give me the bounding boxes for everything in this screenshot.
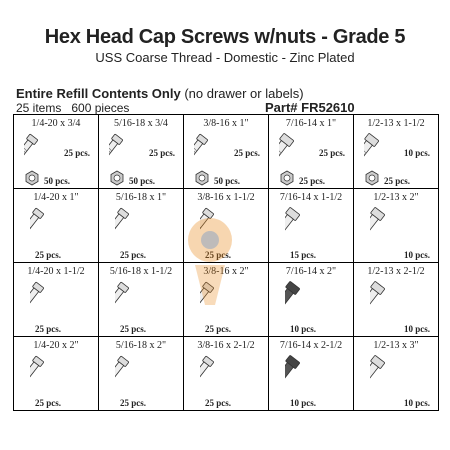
bin-cell <box>184 115 269 189</box>
nut-quantity: 50 pcs. <box>214 176 241 186</box>
bin-size-label: 7/16-14 x 1" <box>285 118 337 129</box>
bin-quantity: 25 pcs. <box>63 148 90 158</box>
bin-size-label: 3/8-16 x 2" <box>203 266 249 277</box>
bin-size-label: 1/2-13 x 3" <box>373 340 419 351</box>
bin-cell <box>184 263 269 337</box>
items-count: 25 items <box>16 101 62 115</box>
nut-quantity: 25 pcs. <box>299 176 326 186</box>
bin-size-label: 1/4-20 x 2" <box>33 340 79 351</box>
bin-cell <box>14 337 99 411</box>
bin-size-label: 7/16-14 x 2" <box>285 266 337 277</box>
bin-size-label: 3/8-16 x 2-1/2 <box>197 340 255 351</box>
hex-nut-icon <box>24 170 40 186</box>
bin-size-label: 5/16-18 x 1-1/2 <box>109 266 173 277</box>
bin-cell <box>184 189 269 263</box>
bin-size-label: 1/4-20 x 3/4 <box>31 118 81 129</box>
bin-quantity: 25 pcs. <box>35 250 62 260</box>
bin-size-label: 3/8-16 x 1" <box>203 118 249 129</box>
bin-quantity: 25 pcs. <box>205 324 232 334</box>
bin-cell <box>99 263 184 337</box>
bin-quantity: 10 pcs. <box>403 250 430 260</box>
page-subtitle: USS Coarse Thread - Domestic - Zinc Plated <box>95 50 355 65</box>
bin-quantity: 25 pcs. <box>120 398 147 408</box>
bin-quantity: 25 pcs. <box>120 324 147 334</box>
refill-bold: Entire Refill Contents Only <box>16 86 181 101</box>
hex-nut-icon <box>279 170 295 186</box>
bin-quantity: 10 pcs. <box>403 398 430 408</box>
hex-nut-icon <box>194 170 210 186</box>
pieces-count: 600 pieces <box>71 101 130 115</box>
nut-quantity: 25 pcs. <box>384 176 411 186</box>
bin-size-label: 5/16-18 x 3/4 <box>114 118 168 129</box>
bin-quantity: 25 pcs. <box>205 250 232 260</box>
bin-cell <box>99 337 184 411</box>
bin-size-label: 1/4-20 x 1" <box>33 192 79 203</box>
nut-quantity: 50 pcs. <box>129 176 156 186</box>
bin-cell <box>99 115 184 189</box>
bin-quantity: 25 pcs. <box>35 398 62 408</box>
bin-cell <box>269 263 354 337</box>
page-title: Hex Head Cap Screws w/nuts - Grade 5 <box>44 26 406 48</box>
bin-size-label: 7/16-14 x 2-1/2 <box>279 340 343 351</box>
bin-cell <box>99 189 184 263</box>
bin-quantity: 25 pcs. <box>318 148 345 158</box>
hex-nut-icon <box>109 170 125 186</box>
bin-quantity: 25 pcs. <box>205 398 232 408</box>
bin-quantity: 15 pcs. <box>290 250 317 260</box>
item-counts <box>16 101 129 115</box>
bin-cell <box>354 263 439 337</box>
bin-quantity: 25 pcs. <box>148 148 175 158</box>
bin-cell <box>184 337 269 411</box>
bin-quantity: 25 pcs. <box>233 148 260 158</box>
part-number: Part# FR52610 <box>265 100 355 115</box>
bin-cell <box>354 337 439 411</box>
bin-quantity: 10 pcs. <box>403 148 430 158</box>
hex-nut-icon <box>364 170 380 186</box>
bin-size-label: 5/16-18 x 2" <box>115 340 167 351</box>
bin-quantity: 25 pcs. <box>35 324 62 334</box>
bin-cell <box>14 115 99 189</box>
bin-cell <box>269 115 354 189</box>
bin-cell <box>269 337 354 411</box>
nut-quantity: 50 pcs. <box>44 176 71 186</box>
bin-cell <box>354 189 439 263</box>
bin-size-label: 1/2-13 x 1-1/2 <box>367 118 425 129</box>
bin-cell <box>354 115 439 189</box>
bin-size-label: 7/16-14 x 1-1/2 <box>279 192 343 203</box>
bin-size-label: 1/4-20 x 1-1/2 <box>27 266 85 277</box>
refill-note <box>16 86 304 101</box>
bin-cell <box>269 189 354 263</box>
bin-quantity: 10 pcs. <box>290 398 317 408</box>
bin-cell <box>14 189 99 263</box>
assortment-grid <box>13 114 439 411</box>
bin-cell <box>14 263 99 337</box>
bin-size-label: 1/2-13 x 2-1/2 <box>367 266 425 277</box>
bin-size-label: 1/2-13 x 2" <box>373 192 419 203</box>
bin-size-label: 5/16-18 x 1" <box>115 192 167 203</box>
bin-quantity: 10 pcs. <box>403 324 430 334</box>
bin-size-label: 3/8-16 x 1-1/2 <box>197 192 255 203</box>
refill-detail: (no drawer or labels) <box>184 86 304 101</box>
bin-quantity: 25 pcs. <box>120 250 147 260</box>
bin-quantity: 10 pcs. <box>290 324 317 334</box>
